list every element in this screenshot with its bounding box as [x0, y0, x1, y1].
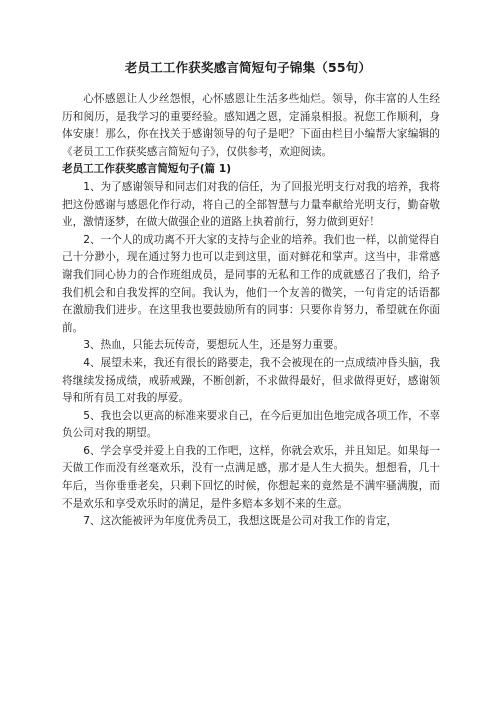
list-item-6: 6、学会享受并爱上自我的工作吧，这样，你就会欢乐，并且知足。如果每一天做工作而没有丝毫欢乐，没有一点满足感，那才是人生大损失。想想看，几十年后，当你垂垂老矣，只剩下回忆的时候，你想起来的竟然是不满牢骚满腹，而不是欢乐和享受欢乐时的满足，是件多赔本多划不来的生意。 [62, 444, 440, 510]
document-body [62, 91, 440, 531]
list-item-3: 3、热血，只能去玩传奇，要想玩人生，还是努力重要。 [83, 339, 345, 352]
list-item-2: 2、一个人的成功离不开大家的支持与企业的培养。我们也一样，以前觉得自己十分渺小，现在通过努力也可以走到这里，面对鲜花和掌声。这当中，非常感谢我们同心协力的合作班组成员，是同事的无私和工作的成就感召了我们，给予我们机会和自我发挥的空间。我认为，他们一个友善的微笑，一句肯定的话语都在激励我们进步。在这里我也要鼓励所有的同事：只要你肯努力，希望就在你面前。 [62, 233, 440, 334]
list-item-4: 4、展望未来，我还有很长的路要走，我不会被现在的一点成绩冲昏头脑，我将继续发扬成绩，戒骄戒躁，不断创新，不求做得最好，但求做得更好，感谢领导和所有员工对我的厚爱。 [62, 356, 440, 405]
list-item-7: 7、这次能被评为年度优秀员工，我想这既是公司对我工作的肯定， [83, 515, 398, 528]
document-title: 老员工工作获奖感言简短句子锦集（55句） [124, 60, 372, 75]
list-item-5: 5、我也会以更高的标准来要求自己，在今后更加出色地完成各项工作，不辜负公司对我的期望。 [62, 409, 440, 440]
intro-paragraph: 心怀感恩让人少丝怨恨，心怀感恩让生活多些灿烂。领导，你丰富的人生经历和阅历，是我学习的重要经验。感知遇之恩，定涌泉相报。祝您工作顺利，身体安康！那么，你在找关于感谢领导的句子是吧？下面由栏目小编帮大家编辑的《老员工工作获奖感言简短句子》，仅供参考，欢迎阅读。 [62, 93, 440, 158]
section-heading: 老员工工作获奖感言简短句子(篇 1) [62, 163, 232, 176]
list-item-1: 1、为了感谢领导和同志们对我的信任，为了回报光明支行对我的培养，我将把这份感谢与感恩化作行动，将自己的全部智慧与力量奉献给光明支行，勤奋敬业，激情逐梦，在做大做强企业的道路上执着前行，努力做到更好！ [62, 180, 440, 229]
